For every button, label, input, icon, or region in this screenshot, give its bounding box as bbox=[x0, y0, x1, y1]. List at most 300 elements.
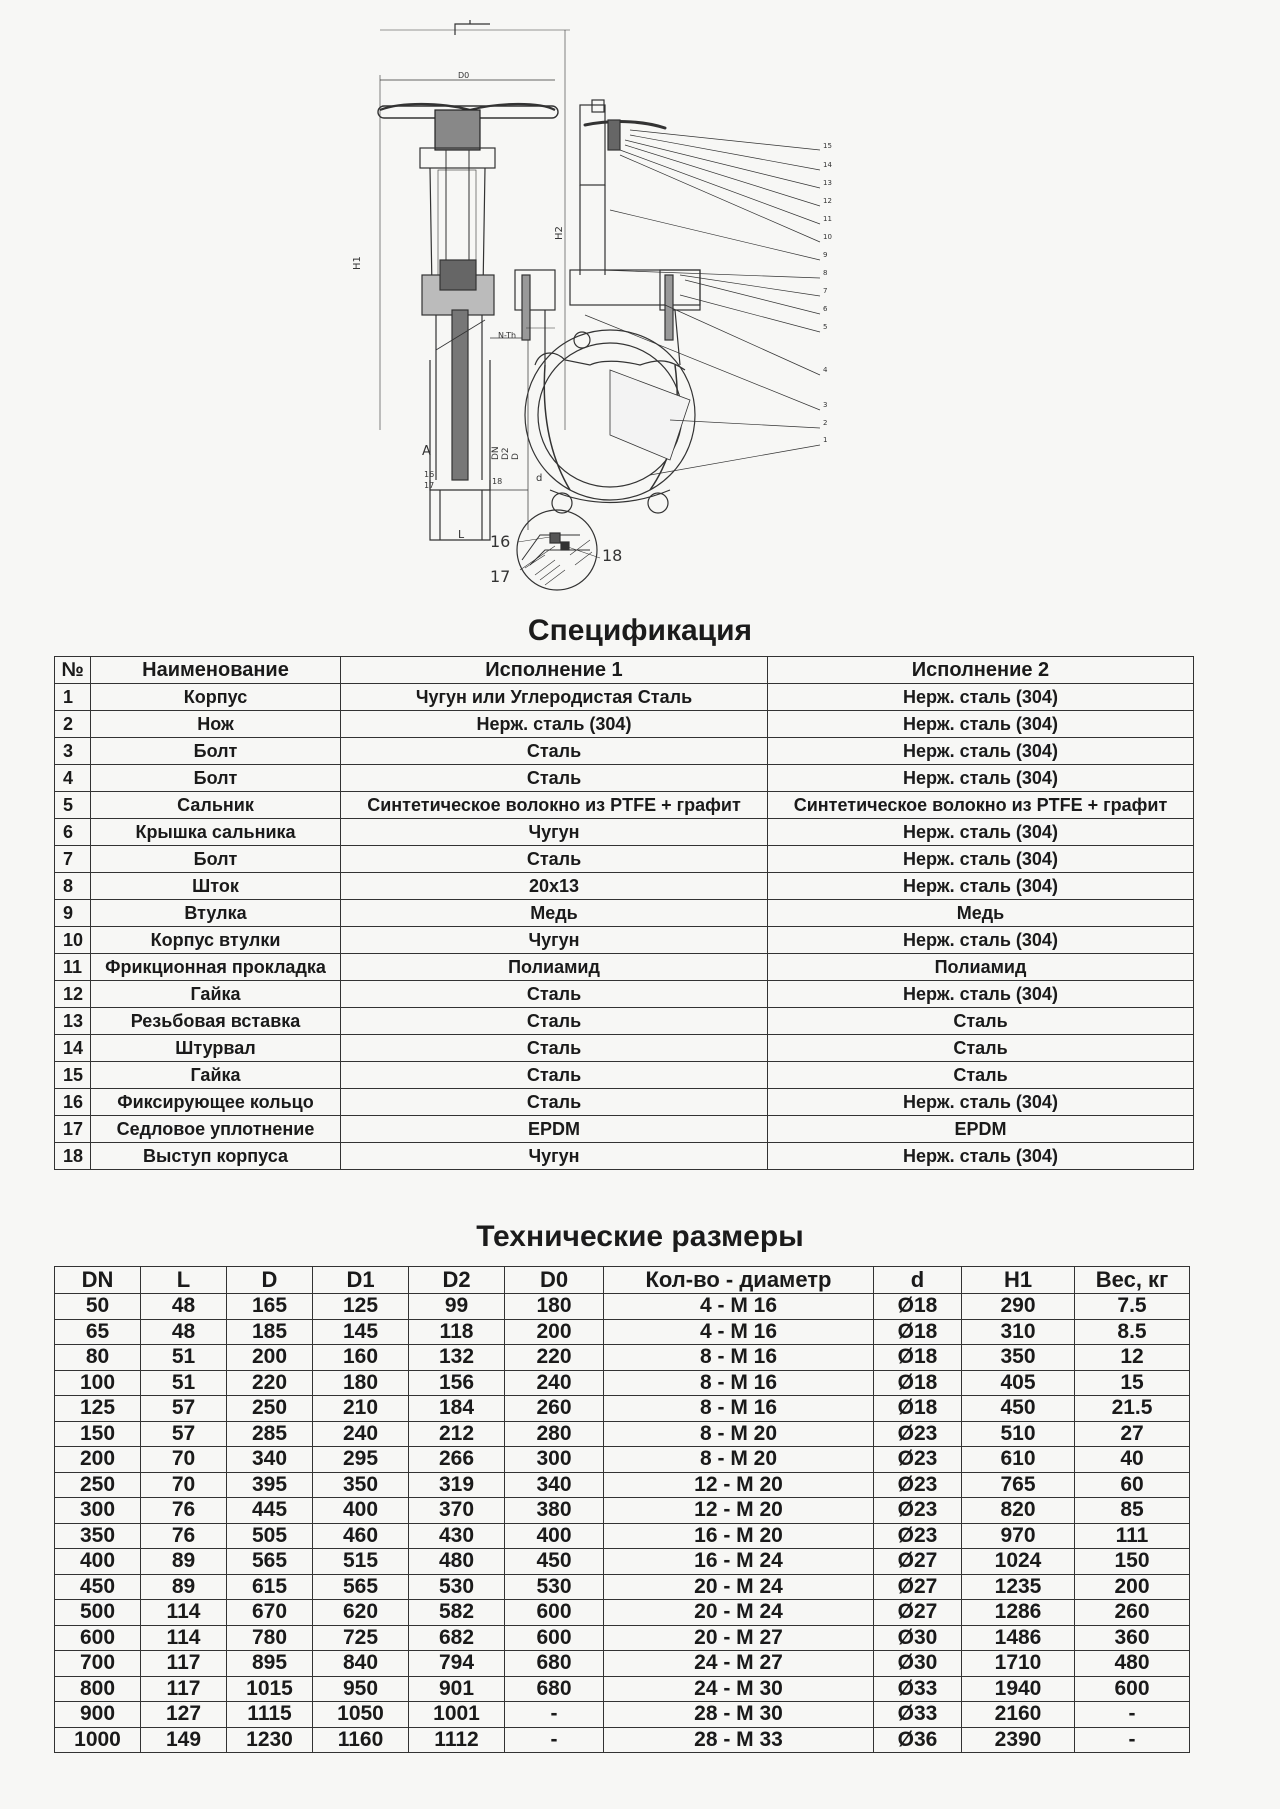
spec-cell-name: Гайка bbox=[91, 981, 341, 1008]
dims-cell: Ø18 bbox=[874, 1396, 962, 1422]
dims-cell: 820 bbox=[962, 1498, 1075, 1524]
dims-cell: 295 bbox=[313, 1447, 409, 1473]
dims-header-cell: D bbox=[227, 1267, 313, 1294]
dims-cell: 12 - M 20 bbox=[604, 1498, 874, 1524]
dims-cell: 1000 bbox=[55, 1727, 141, 1753]
spec-cell-variant2: Нерж. сталь (304) bbox=[768, 711, 1194, 738]
dims-cell: Ø33 bbox=[874, 1702, 962, 1728]
dims-cell: 1286 bbox=[962, 1600, 1075, 1626]
dims-cell: 380 bbox=[505, 1498, 604, 1524]
spec-cell-variant1: Сталь bbox=[341, 1089, 768, 1116]
dims-cell: 220 bbox=[505, 1345, 604, 1371]
dims-row bbox=[55, 1345, 1190, 1371]
part-number-6: 6 bbox=[823, 305, 828, 313]
dims-row bbox=[55, 1396, 1190, 1422]
dim-label-h1: H1 bbox=[352, 256, 363, 270]
dims-cell: 266 bbox=[409, 1447, 505, 1473]
dims-cell: 565 bbox=[313, 1574, 409, 1600]
part-number-8: 8 bbox=[823, 269, 828, 277]
dims-cell: 670 bbox=[227, 1600, 313, 1626]
spec-cell-num: 14 bbox=[55, 1035, 91, 1062]
spec-header-name: Наименование bbox=[91, 657, 341, 684]
spec-cell-num: 15 bbox=[55, 1062, 91, 1089]
spec-row bbox=[55, 738, 1194, 765]
dims-cell: 8 - M 16 bbox=[604, 1370, 874, 1396]
dims-cell: Ø23 bbox=[874, 1472, 962, 1498]
dims-cell: 127 bbox=[141, 1702, 227, 1728]
spec-cell-variant2: Нерж. сталь (304) bbox=[768, 684, 1194, 711]
dims-cell: 8 - M 16 bbox=[604, 1345, 874, 1371]
dims-cell: 89 bbox=[141, 1549, 227, 1575]
dims-cell: 1710 bbox=[962, 1651, 1075, 1677]
dims-cell: 80 bbox=[55, 1345, 141, 1371]
spec-header-row bbox=[55, 657, 1194, 684]
dims-cell: 480 bbox=[409, 1549, 505, 1575]
dims-cell: 40 bbox=[1075, 1447, 1190, 1473]
dims-cell: 350 bbox=[55, 1523, 141, 1549]
spec-row bbox=[55, 1116, 1194, 1143]
spec-cell-variant2: Нерж. сталь (304) bbox=[768, 1143, 1194, 1170]
dims-cell: 565 bbox=[227, 1549, 313, 1575]
spec-cell-variant2: Нерж. сталь (304) bbox=[768, 873, 1194, 900]
dim-label-h2: H2 bbox=[554, 226, 565, 240]
dims-cell: 60 bbox=[1075, 1472, 1190, 1498]
spec-row bbox=[55, 1143, 1194, 1170]
dims-row bbox=[55, 1447, 1190, 1473]
spec-cell-variant2: EPDM bbox=[768, 1116, 1194, 1143]
dims-row bbox=[55, 1294, 1190, 1320]
dims-cell: 184 bbox=[409, 1396, 505, 1422]
part-number-12: 12 bbox=[823, 197, 832, 205]
part-number-13: 13 bbox=[823, 179, 832, 187]
spec-cell-name: Корпус bbox=[91, 684, 341, 711]
dims-header-cell: D2 bbox=[409, 1267, 505, 1294]
dims-cell: 48 bbox=[141, 1294, 227, 1320]
spec-cell-variant2: Нерж. сталь (304) bbox=[768, 738, 1194, 765]
dims-cell: 24 - M 30 bbox=[604, 1676, 874, 1702]
dims-cell: Ø30 bbox=[874, 1625, 962, 1651]
dims-cell: 285 bbox=[227, 1421, 313, 1447]
dims-cell: 180 bbox=[505, 1294, 604, 1320]
dims-cell: 70 bbox=[141, 1447, 227, 1473]
dims-cell: 114 bbox=[141, 1625, 227, 1651]
part-number-5: 5 bbox=[823, 323, 828, 331]
dims-cell: 1486 bbox=[962, 1625, 1075, 1651]
dims-row bbox=[55, 1727, 1190, 1753]
spec-cell-variant1: Сталь bbox=[341, 1062, 768, 1089]
spec-cell-name: Гайка bbox=[91, 1062, 341, 1089]
dim-label-n-th: N-Th bbox=[498, 331, 517, 340]
dims-cell: 150 bbox=[55, 1421, 141, 1447]
spec-cell-variant2: Сталь bbox=[768, 1062, 1194, 1089]
spec-row bbox=[55, 765, 1194, 792]
dims-cell: Ø27 bbox=[874, 1549, 962, 1575]
spec-cell-variant1: Сталь bbox=[341, 738, 768, 765]
dims-cell: 450 bbox=[505, 1549, 604, 1575]
dims-cell: 99 bbox=[409, 1294, 505, 1320]
dims-cell: 57 bbox=[141, 1421, 227, 1447]
dims-cell: Ø36 bbox=[874, 1727, 962, 1753]
dims-cell: 100 bbox=[55, 1370, 141, 1396]
dims-cell: 50 bbox=[55, 1294, 141, 1320]
part-number-9: 9 bbox=[823, 251, 828, 259]
dims-cell: 360 bbox=[1075, 1625, 1190, 1651]
dims-cell: 16 - M 20 bbox=[604, 1523, 874, 1549]
spec-row bbox=[55, 684, 1194, 711]
dims-row bbox=[55, 1421, 1190, 1447]
dims-cell: 250 bbox=[227, 1396, 313, 1422]
dims-cell: 1230 bbox=[227, 1727, 313, 1753]
spec-row bbox=[55, 981, 1194, 1008]
dims-cell: 125 bbox=[313, 1294, 409, 1320]
dims-cell: 185 bbox=[227, 1319, 313, 1345]
spec-cell-num: 9 bbox=[55, 900, 91, 927]
dims-cell: 600 bbox=[55, 1625, 141, 1651]
spec-cell-num: 11 bbox=[55, 954, 91, 981]
spec-cell-variant2: Нерж. сталь (304) bbox=[768, 846, 1194, 873]
dims-cell: 1015 bbox=[227, 1676, 313, 1702]
dims-cell: 21.5 bbox=[1075, 1396, 1190, 1422]
spec-cell-name: Болт bbox=[91, 738, 341, 765]
spec-cell-variant1: Нерж. сталь (304) bbox=[341, 711, 768, 738]
dims-cell: 1115 bbox=[227, 1702, 313, 1728]
dims-row bbox=[55, 1702, 1190, 1728]
dims-cell: 2160 bbox=[962, 1702, 1075, 1728]
dims-cell: 2390 bbox=[962, 1727, 1075, 1753]
spec-cell-name: Выступ корпуса bbox=[91, 1143, 341, 1170]
part-number-10: 10 bbox=[823, 233, 832, 241]
spec-cell-num: 17 bbox=[55, 1116, 91, 1143]
spec-cell-variant1: Чугун bbox=[341, 819, 768, 846]
dims-cell: 460 bbox=[313, 1523, 409, 1549]
dims-cell: 794 bbox=[409, 1651, 505, 1677]
dims-header-cell: H1 bbox=[962, 1267, 1075, 1294]
dims-cell: 28 - M 33 bbox=[604, 1727, 874, 1753]
spec-cell-variant2: Полиамид bbox=[768, 954, 1194, 981]
spec-cell-name: Болт bbox=[91, 846, 341, 873]
dims-cell: 24 - M 27 bbox=[604, 1651, 874, 1677]
dims-cell: 220 bbox=[227, 1370, 313, 1396]
dims-cell: 260 bbox=[505, 1396, 604, 1422]
dims-cell: 76 bbox=[141, 1523, 227, 1549]
dims-cell: Ø23 bbox=[874, 1523, 962, 1549]
dims-cell: 48 bbox=[141, 1319, 227, 1345]
dims-header-row bbox=[55, 1267, 1190, 1294]
dims-cell: 156 bbox=[409, 1370, 505, 1396]
dims-body bbox=[55, 1294, 1190, 1753]
spec-cell-name: Корпус втулки bbox=[91, 927, 341, 954]
spec-cell-name: Крышка сальника bbox=[91, 819, 341, 846]
dims-cell: 51 bbox=[141, 1345, 227, 1371]
dims-cell: 400 bbox=[55, 1549, 141, 1575]
spec-cell-num: 3 bbox=[55, 738, 91, 765]
dims-header-cell: DN bbox=[55, 1267, 141, 1294]
dims-cell: 505 bbox=[227, 1523, 313, 1549]
dims-cell: 145 bbox=[313, 1319, 409, 1345]
dims-row bbox=[55, 1549, 1190, 1575]
spec-cell-variant2: Нерж. сталь (304) bbox=[768, 1089, 1194, 1116]
spec-header-variant1: Исполнение 1 bbox=[341, 657, 768, 684]
dims-cell: 350 bbox=[313, 1472, 409, 1498]
spec-row bbox=[55, 1035, 1194, 1062]
dims-cell: 400 bbox=[313, 1498, 409, 1524]
spec-header-num: № bbox=[55, 657, 91, 684]
dims-cell: 28 - M 30 bbox=[604, 1702, 874, 1728]
spec-cell-variant1: Чугун или Углеродистая Сталь bbox=[341, 684, 768, 711]
dims-cell: 970 bbox=[962, 1523, 1075, 1549]
dims-cell: 600 bbox=[1075, 1676, 1190, 1702]
dim-label-dn: DN bbox=[491, 446, 501, 460]
dims-cell: 4 - M 16 bbox=[604, 1319, 874, 1345]
dims-cell: 280 bbox=[505, 1421, 604, 1447]
dims-header-cell: L bbox=[141, 1267, 227, 1294]
dims-cell: 680 bbox=[505, 1651, 604, 1677]
dims-cell: 114 bbox=[141, 1600, 227, 1626]
dims-cell: 1001 bbox=[409, 1702, 505, 1728]
spec-cell-name: Резьбовая вставка bbox=[91, 1008, 341, 1035]
dims-cell: 20 - M 27 bbox=[604, 1625, 874, 1651]
dims-cell: 1050 bbox=[313, 1702, 409, 1728]
spec-row bbox=[55, 1089, 1194, 1116]
dims-cell: 895 bbox=[227, 1651, 313, 1677]
dim-label-a: A bbox=[422, 444, 431, 459]
dim-label-d2: D2 bbox=[501, 447, 511, 460]
dims-cell: 16 - M 24 bbox=[604, 1549, 874, 1575]
spec-cell-name: Фрикционная прокладка bbox=[91, 954, 341, 981]
dims-cell: 400 bbox=[505, 1523, 604, 1549]
dims-cell: 300 bbox=[505, 1447, 604, 1473]
dims-cell: 600 bbox=[505, 1625, 604, 1651]
spec-cell-name: Седловое уплотнение bbox=[91, 1116, 341, 1143]
spec-cell-name: Втулка bbox=[91, 900, 341, 927]
dims-cell: Ø23 bbox=[874, 1447, 962, 1473]
part-number-2: 2 bbox=[823, 419, 828, 427]
dims-cell: 350 bbox=[962, 1345, 1075, 1371]
spec-header-variant2: Исполнение 2 bbox=[768, 657, 1194, 684]
spec-cell-variant2: Сталь bbox=[768, 1008, 1194, 1035]
dims-cell: - bbox=[505, 1702, 604, 1728]
dims-cell: 125 bbox=[55, 1396, 141, 1422]
spec-row bbox=[55, 873, 1194, 900]
spec-cell-num: 1 bbox=[55, 684, 91, 711]
dims-cell: 1160 bbox=[313, 1727, 409, 1753]
spec-title: Спецификация bbox=[527, 614, 753, 647]
dims-cell: 310 bbox=[962, 1319, 1075, 1345]
spec-cell-variant2: Синтетическое волокно из PTFE + графит bbox=[768, 792, 1194, 819]
part-number-7: 7 bbox=[823, 287, 828, 295]
dims-cell: - bbox=[505, 1727, 604, 1753]
dims-header-cell: D1 bbox=[313, 1267, 409, 1294]
part-number-3: 3 bbox=[823, 401, 828, 409]
dims-cell: 149 bbox=[141, 1727, 227, 1753]
spec-table bbox=[54, 656, 1194, 1170]
dims-cell: 150 bbox=[1075, 1549, 1190, 1575]
spec-cell-num: 2 bbox=[55, 711, 91, 738]
spec-cell-variant2: Нерж. сталь (304) bbox=[768, 765, 1194, 792]
spec-row bbox=[55, 900, 1194, 927]
dims-row bbox=[55, 1625, 1190, 1651]
spec-row bbox=[55, 1062, 1194, 1089]
dims-cell: 615 bbox=[227, 1574, 313, 1600]
spec-cell-variant1: Сталь bbox=[341, 846, 768, 873]
spec-cell-num: 7 bbox=[55, 846, 91, 873]
spec-body bbox=[55, 684, 1194, 1170]
spec-cell-num: 18 bbox=[55, 1143, 91, 1170]
spec-cell-name: Нож bbox=[91, 711, 341, 738]
dim-label-d: D bbox=[511, 453, 521, 460]
dims-cell: 450 bbox=[55, 1574, 141, 1600]
dims-row bbox=[55, 1498, 1190, 1524]
dims-cell: 240 bbox=[505, 1370, 604, 1396]
spec-cell-variant1: Сталь bbox=[341, 1008, 768, 1035]
dims-cell: 725 bbox=[313, 1625, 409, 1651]
dims-title: Технические размеры bbox=[476, 1220, 804, 1253]
spec-cell-num: 6 bbox=[55, 819, 91, 846]
dims-cell: 319 bbox=[409, 1472, 505, 1498]
spec-cell-variant1: Чугун bbox=[341, 1143, 768, 1170]
dims-cell: 610 bbox=[962, 1447, 1075, 1473]
dims-cell: Ø23 bbox=[874, 1421, 962, 1447]
dims-cell: 530 bbox=[505, 1574, 604, 1600]
dims-cell: 260 bbox=[1075, 1600, 1190, 1626]
dims-row bbox=[55, 1319, 1190, 1345]
dims-cell: 450 bbox=[962, 1396, 1075, 1422]
spec-row bbox=[55, 954, 1194, 981]
spec-cell-num: 10 bbox=[55, 927, 91, 954]
dims-cell: 132 bbox=[409, 1345, 505, 1371]
dims-cell: - bbox=[1075, 1702, 1190, 1728]
dims-cell: 15 bbox=[1075, 1370, 1190, 1396]
dims-cell: 780 bbox=[227, 1625, 313, 1651]
dims-cell: 405 bbox=[962, 1370, 1075, 1396]
spec-cell-name: Шток bbox=[91, 873, 341, 900]
spec-cell-variant2: Нерж. сталь (304) bbox=[768, 819, 1194, 846]
spec-cell-variant1: Сталь bbox=[341, 1035, 768, 1062]
dims-row bbox=[55, 1676, 1190, 1702]
dims-row bbox=[55, 1472, 1190, 1498]
dims-cell: Ø30 bbox=[874, 1651, 962, 1677]
part-number-4: 4 bbox=[823, 366, 828, 374]
dims-cell: 1235 bbox=[962, 1574, 1075, 1600]
dims-cell: 290 bbox=[962, 1294, 1075, 1320]
dims-cell: Ø23 bbox=[874, 1498, 962, 1524]
dim-label-d-hole: d bbox=[536, 473, 543, 484]
dims-cell: 4 - M 16 bbox=[604, 1294, 874, 1320]
small-label-16: 16 bbox=[424, 470, 435, 479]
dims-cell: 600 bbox=[505, 1600, 604, 1626]
dims-cell: 250 bbox=[55, 1472, 141, 1498]
part-number-14: 14 bbox=[823, 161, 832, 169]
dims-cell: 8 - M 20 bbox=[604, 1421, 874, 1447]
dims-cell: Ø18 bbox=[874, 1319, 962, 1345]
dim-label-d0: D0 bbox=[458, 71, 470, 80]
dims-cell: 70 bbox=[141, 1472, 227, 1498]
spec-cell-name: Фиксирующее кольцо bbox=[91, 1089, 341, 1116]
spec-cell-variant1: Сталь bbox=[341, 981, 768, 1008]
dims-cell: 8 - M 20 bbox=[604, 1447, 874, 1473]
part-number-11: 11 bbox=[823, 215, 832, 223]
dims-cell: 1024 bbox=[962, 1549, 1075, 1575]
spec-cell-num: 5 bbox=[55, 792, 91, 819]
dims-cell: 370 bbox=[409, 1498, 505, 1524]
dims-cell: 445 bbox=[227, 1498, 313, 1524]
dims-cell: - bbox=[1075, 1727, 1190, 1753]
dims-cell: 1940 bbox=[962, 1676, 1075, 1702]
dims-cell: 27 bbox=[1075, 1421, 1190, 1447]
spec-cell-num: 13 bbox=[55, 1008, 91, 1035]
dims-cell: 430 bbox=[409, 1523, 505, 1549]
spec-cell-variant1: 20х13 bbox=[341, 873, 768, 900]
spec-cell-name: Сальник bbox=[91, 792, 341, 819]
dims-cell: 840 bbox=[313, 1651, 409, 1677]
spec-row bbox=[55, 711, 1194, 738]
dims-cell: 111 bbox=[1075, 1523, 1190, 1549]
dims-cell: 800 bbox=[55, 1676, 141, 1702]
dims-cell: 901 bbox=[409, 1676, 505, 1702]
spec-cell-variant1: Синтетическое волокно из PTFE + графит bbox=[341, 792, 768, 819]
dims-cell: 950 bbox=[313, 1676, 409, 1702]
dims-cell: 160 bbox=[313, 1345, 409, 1371]
dims-cell: 200 bbox=[505, 1319, 604, 1345]
spec-cell-name: Болт bbox=[91, 765, 341, 792]
dims-header-cell: Кол-во - диаметр bbox=[604, 1267, 874, 1294]
dims-cell: 395 bbox=[227, 1472, 313, 1498]
dims-cell: 165 bbox=[227, 1294, 313, 1320]
dims-cell: 117 bbox=[141, 1651, 227, 1677]
dims-cell: 210 bbox=[313, 1396, 409, 1422]
valve-drawing bbox=[340, 20, 900, 595]
dims-cell: 200 bbox=[55, 1447, 141, 1473]
detail-label-18: 18 bbox=[602, 546, 623, 565]
dims-cell: Ø18 bbox=[874, 1294, 962, 1320]
dims-cell: Ø27 bbox=[874, 1600, 962, 1626]
part-number-1: 1 bbox=[823, 436, 828, 444]
spec-cell-num: 4 bbox=[55, 765, 91, 792]
dims-cell: 480 bbox=[1075, 1651, 1190, 1677]
dims-cell: 700 bbox=[55, 1651, 141, 1677]
dims-cell: 682 bbox=[409, 1625, 505, 1651]
dims-cell: 620 bbox=[313, 1600, 409, 1626]
dims-cell: 582 bbox=[409, 1600, 505, 1626]
dim-label-l: L bbox=[458, 528, 465, 541]
dims-cell: 76 bbox=[141, 1498, 227, 1524]
dims-cell: 12 bbox=[1075, 1345, 1190, 1371]
small-label-17: 17 bbox=[424, 481, 435, 490]
spec-cell-variant1: Сталь bbox=[341, 765, 768, 792]
dims-cell: 530 bbox=[409, 1574, 505, 1600]
dims-cell: 7.5 bbox=[1075, 1294, 1190, 1320]
dims-cell: 212 bbox=[409, 1421, 505, 1447]
detail-label-17: 17 bbox=[490, 567, 511, 586]
dims-cell: 510 bbox=[962, 1421, 1075, 1447]
dims-cell: 300 bbox=[55, 1498, 141, 1524]
dims-row bbox=[55, 1370, 1190, 1396]
dims-cell: 180 bbox=[313, 1370, 409, 1396]
dims-cell: 8 - M 16 bbox=[604, 1396, 874, 1422]
dims-cell: 500 bbox=[55, 1600, 141, 1626]
dims-cell: 12 - M 20 bbox=[604, 1472, 874, 1498]
spec-row bbox=[55, 846, 1194, 873]
dims-cell: Ø18 bbox=[874, 1345, 962, 1371]
spec-cell-variant1: Медь bbox=[341, 900, 768, 927]
dims-cell: 85 bbox=[1075, 1498, 1190, 1524]
spec-row bbox=[55, 927, 1194, 954]
dims-cell: 515 bbox=[313, 1549, 409, 1575]
dims-cell: 900 bbox=[55, 1702, 141, 1728]
dims-cell: 1112 bbox=[409, 1727, 505, 1753]
dims-row bbox=[55, 1651, 1190, 1677]
dims-cell: 765 bbox=[962, 1472, 1075, 1498]
